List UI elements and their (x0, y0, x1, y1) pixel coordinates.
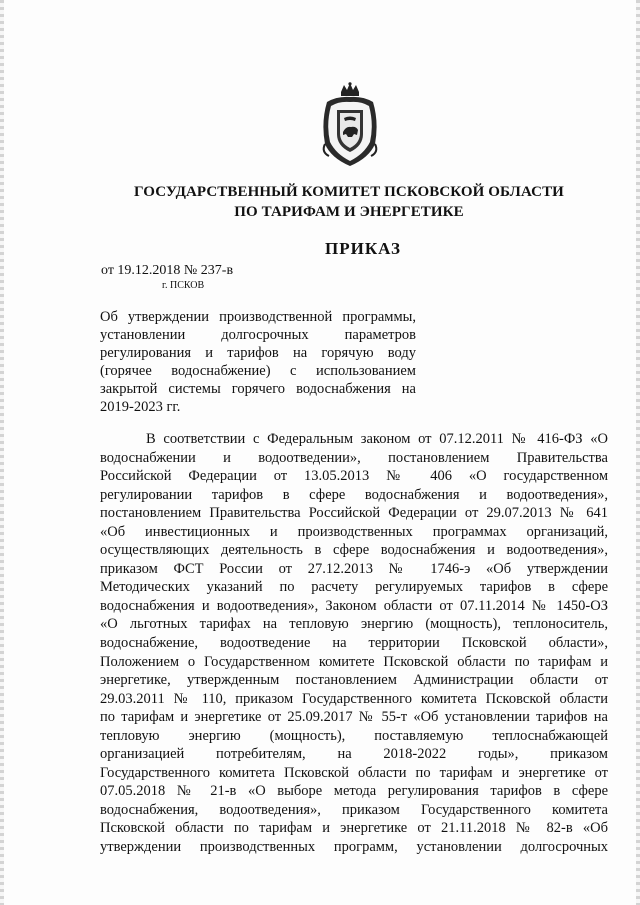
body-line: осуществляющих деятельность в сфере водоснабжения и водоотведения», (100, 542, 608, 559)
body-line: водоснабжении и водоотведении», постановлением Правительства (100, 449, 608, 466)
body-line: Методических указаний по расчету регулируемых тарифов в сфере (100, 579, 608, 596)
body-line: энергетике, утвержденным постановлением Администрации области от (100, 672, 608, 689)
body-line: «О льготных тарифах на тепловую энергию (мощность), теплоноситель, (100, 616, 608, 633)
body-line: приказом ФСТ России от 27.12.2013 № 1746-э «Об утверждении (100, 560, 608, 577)
body-line: «Об инвестиционных и производственных программах организаций, (100, 523, 608, 540)
body-line: водоснабжения, водоотведения», приказом Государственного комитета (100, 801, 608, 818)
document-body (100, 430, 608, 857)
subject-line: регулирования и тарифов на горячую воду (100, 345, 416, 361)
subject-line: закрытой системы горячего водоснабжения на (100, 381, 416, 397)
subject-line: установлении долгосрочных параметров (100, 327, 416, 343)
body-line: регулировании тарифов в сфере водоснабжения и водоотведения», (100, 486, 608, 503)
body-line: 29.03.2011 № 110, приказом Государственного комитета Псковской области (100, 690, 608, 707)
body-line: тепловую энергию (мощность), поставляемую теплоснабжающей (100, 727, 608, 744)
document-date-number: от 19.12.2018 № 237-в (101, 263, 234, 278)
body-line: водоснабжения и водоотведения», Законом области от 07.11.2014 № 1450-ОЗ (100, 597, 608, 614)
coat-of-arms-icon (317, 82, 383, 168)
body-line: постановлением Правительства Российской Федерации от 29.07.2013 № 641 (100, 505, 608, 522)
body-line: утверждении производственных программ, установлении долгосрочных (100, 839, 608, 856)
subject-line: (горячее водоснабжение) с использованием (100, 363, 416, 379)
document-subject (100, 308, 416, 416)
body-line: Псковской области по тарифам и энергетике от 21.11.2018 № 82-в «Об (100, 820, 608, 837)
body-line: В соответствии с Федеральным законом от 07.12.2011 № 416-ФЗ «О (146, 431, 608, 447)
body-line: по тарифам и энергетике от 25.09.2017 № 55-т «Об установлении тарифов на (100, 709, 608, 726)
document-type: ПРИКАЗ (325, 239, 401, 258)
body-line: Положением о Государственном комитете Псковской области по тарифам и (100, 653, 608, 670)
organization-title-line-1: ГОСУДАРСТВЕННЫЙ КОМИТЕТ ПСКОВСКОЙ ОБЛАСТИ (134, 184, 564, 200)
document-city: г. ПСКОВ (162, 280, 205, 291)
scan-edge-left (0, 0, 4, 905)
body-line: организацией потребителям, на 2018-2022 годы», приказом (100, 746, 608, 763)
subject-line: Об утверждении производственной программы, (100, 309, 416, 325)
organization-title-line-2: ПО ТАРИФАМ И ЭНЕРГЕТИКЕ (234, 204, 464, 220)
subject-line: 2019-2023 гг. (100, 399, 181, 415)
body-line: водоснабжение, водоотведение на территории Псковской области», (100, 635, 608, 652)
scan-edge-right (636, 0, 640, 905)
body-line: Российской Федерации от 13.05.2013 № 406 «О государственном (100, 468, 608, 485)
body-line: 07.05.2018 № 21-в «О выборе метода регулирования тарифов в сфере (100, 783, 608, 800)
body-line: Государственного комитета Псковской области по тарифам и энергетике от (100, 764, 608, 781)
